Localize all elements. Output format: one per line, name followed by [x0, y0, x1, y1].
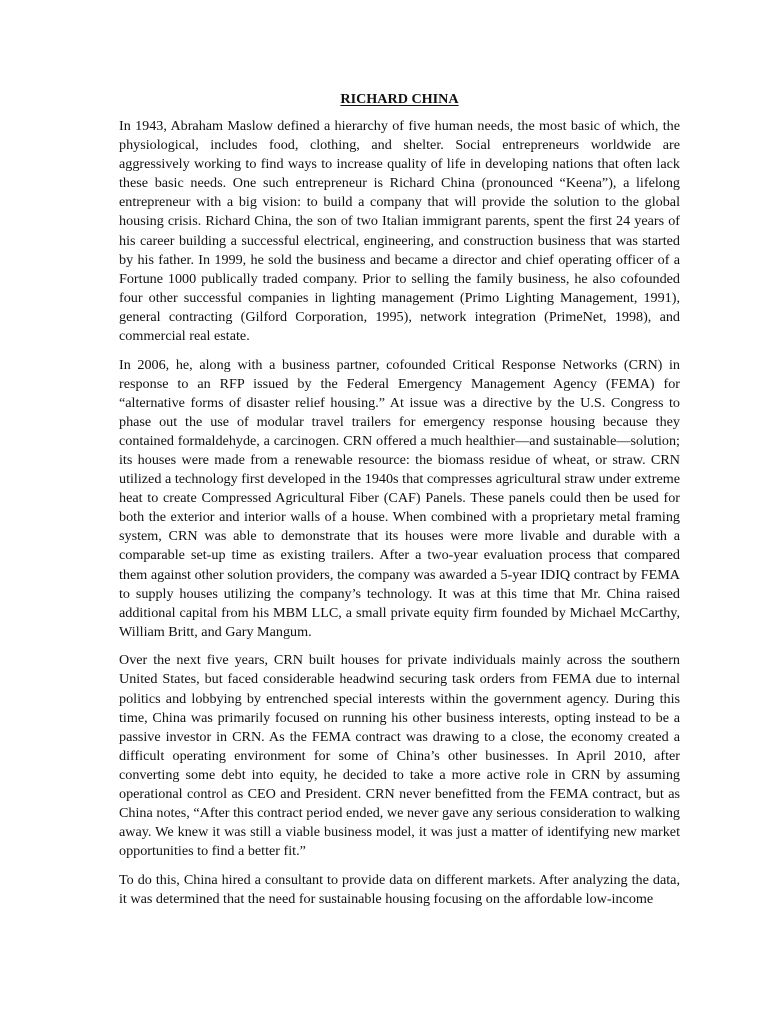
paragraph-3: Over the next five years, CRN built houses for private individuals mainly across the southern United States, but faced considerable headwind securing task orders from FEMA due to internal politics and lobbying by entrenched special interests within the government agency. During this time, China was primarily focused on running his other business interests, opting instead to be a passive investor in CRN. As the FEMA contract was drawing to a close, the economy created a difficult operating environment for some of China’s other businesses. In April 2010, after converting some debt into equity, he decided to take a more active role in CRN by assuming operational control as CEO and President. CRN never benefitted from the FEMA contract, but as China notes, “After this contract period ended, we never gave any serious consideration to walking away. We knew it was still a viable business model, it was just a matter of identifying new market opportunities to find a better fit.” [119, 652, 680, 860]
paragraph-4: To do this, China hired a consultant to provide data on different markets. After analyzing the data, it was determined that the need for sustainable housing focusing on the affordable low-income [119, 871, 680, 907]
paragraph-1: In 1943, Abraham Maslow defined a hierarchy of five human needs, the most basic of which, the physiological, includes food, clothing, and shelter. Social entrepreneurs worldwide are aggressively working to find ways to increase quality of life in developing nations that often lack these basic needs. One such entrepreneur is Richard China (pronounced “Keena”), a lifelong entrepreneur with a big vision: to build a company that will provide the solution to the global housing crisis. Richard China, the son of two Italian immigrant parents, spent the first 24 years of his career building a successful electrical, engineering, and construction business that was started by his father. In 1999, he sold the business and became a director and chief operating officer of a Fortune 1000 publically traded company. Prior to selling the family business, he also cofounded four other successful companies in lighting management (Primo Lighting Management, 1991), general contracting (Gilford Corporation, 1995), network integration (PrimeNet, 1998), and commercial real estate. [119, 118, 680, 345]
document-body [119, 90, 680, 909]
document-title: RICHARD CHINA [340, 91, 459, 107]
paragraph-2: In 2006, he, along with a business partner, cofounded Critical Response Networks (CRN) in response to an RFP issued by the Federal Emergency Management Agency (FEMA) for “alternative forms of disaster relief housing.” At issue was a directive by the U.S. Congress to phase out the use of modular travel trailers for emergency response housing because they contained formaldehyde, a carcinogen. CRN offered a much healthier—and sustainable—solution; its houses were made from a renewable resource: the biomass residue of wheat, or straw. CRN utilized a technology first developed in the 1940s that compresses agricultural straw under extreme heat to create Compressed Agricultural Fiber (CAF) Panels. These panels could then be used for both the exterior and interior walls of a house. When combined with a proprietary metal framing system, CRN was able to demonstrate that its houses were more livable and durable with a comparable set-up time as existing trailers. After a two-year evaluation process that compared them against other solution providers, the company was awarded a 5-year IDIQ contract by FEMA to supply houses utilizing the company’s technology. It was at this time that Mr. China raised additional capital from his MBM LLC, a small private equity firm founded by Michael McCarthy, William Britt, and Gary Mangum. [119, 356, 680, 640]
